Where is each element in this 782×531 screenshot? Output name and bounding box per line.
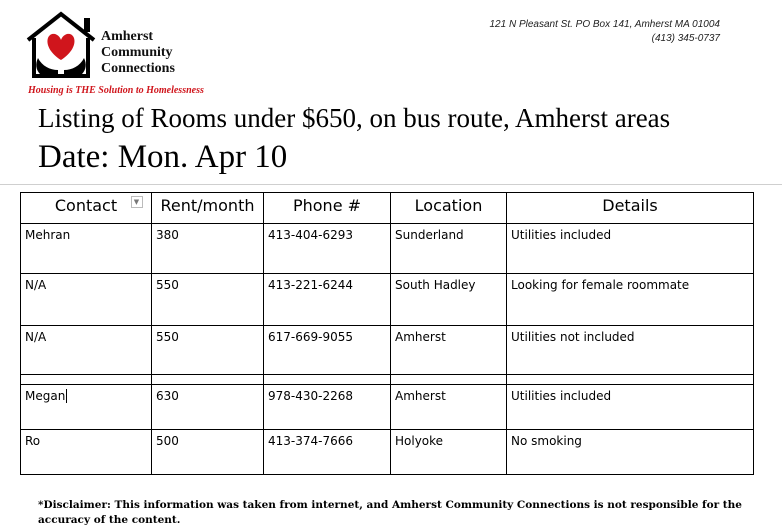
- cell-rent[interactable]: 630: [152, 385, 264, 430]
- table-row: [21, 385, 754, 430]
- header-rent[interactable]: Rent/month: [152, 193, 264, 224]
- header-contact[interactable]: Contact: [21, 193, 152, 224]
- dropdown-arrow-icon[interactable]: ▼: [131, 196, 143, 208]
- house-heart-hands-icon: [22, 10, 100, 84]
- header-phone[interactable]: Phone #: [264, 193, 391, 224]
- table-row: [21, 274, 754, 326]
- cell-rent[interactable]: 550: [152, 274, 264, 326]
- cell-location[interactable]: Amherst: [391, 385, 507, 430]
- cell-rent[interactable]: 500: [152, 430, 264, 475]
- disclaimer-text: *Disclaimer: This information was taken from internet, and Amherst Community Connections is not responsible for the accuracy of the content.: [38, 499, 742, 526]
- cell-details[interactable]: Utilities included: [507, 385, 754, 430]
- cell-phone[interactable]: 978-430-2268: [264, 385, 391, 430]
- cell-empty[interactable]: [152, 375, 264, 385]
- org-name-line: Connections: [101, 61, 175, 76]
- address-line: 121 N Pleasant St. PO Box 141, Amherst MA 01004: [489, 19, 720, 30]
- listing-table: [20, 192, 754, 475]
- header-location[interactable]: Location: [391, 193, 507, 224]
- cell-location[interactable]: Sunderland: [391, 224, 507, 274]
- table-row: [21, 326, 754, 375]
- cell-contact[interactable]: Ro: [21, 430, 152, 475]
- document-date: Date: Mon. Apr 10: [38, 139, 288, 175]
- table-row: [21, 430, 754, 475]
- cell-details[interactable]: No smoking: [507, 430, 754, 475]
- cell-contact[interactable]: Mehran: [21, 224, 152, 274]
- org-tagline: Housing is THE Solution to Homelessness: [28, 85, 204, 96]
- cell-details[interactable]: Looking for female roommate: [507, 274, 754, 326]
- text-cursor: [66, 389, 67, 403]
- header-details[interactable]: Details: [507, 193, 754, 224]
- org-logo: [20, 10, 235, 98]
- cell-empty[interactable]: [264, 375, 391, 385]
- cell-empty[interactable]: [21, 375, 152, 385]
- cell-empty[interactable]: [507, 375, 754, 385]
- org-name-line: Community: [101, 45, 173, 60]
- document-title: Listing of Rooms under $650, on bus route, Amherst areas: [38, 103, 671, 133]
- contact-edit-field[interactable]: [25, 389, 67, 403]
- cell-contact[interactable]: N/A: [21, 326, 152, 375]
- cell-details[interactable]: Utilities included: [507, 224, 754, 274]
- cell-location[interactable]: Amherst: [391, 326, 507, 375]
- phone-line: (413) 345-0737: [651, 33, 720, 44]
- page-divider: [0, 184, 782, 185]
- table-row: [21, 224, 754, 274]
- cell-location[interactable]: Holyoke: [391, 430, 507, 475]
- cell-contact[interactable]: N/A: [21, 274, 152, 326]
- cell-details[interactable]: Utilities not included: [507, 326, 754, 375]
- org-name-line: Amherst: [101, 29, 154, 44]
- cell-rent[interactable]: 550: [152, 326, 264, 375]
- cell-contact-text: Megan: [25, 389, 66, 403]
- cell-phone[interactable]: 413-221-6244: [264, 274, 391, 326]
- org-name: [101, 29, 175, 77]
- cell-phone[interactable]: 413-374-7666: [264, 430, 391, 475]
- cell-phone[interactable]: 617-669-9055: [264, 326, 391, 375]
- cell-empty[interactable]: [391, 375, 507, 385]
- cell-rent[interactable]: 380: [152, 224, 264, 274]
- table-row-empty: [21, 375, 754, 385]
- cell-location[interactable]: South Hadley: [391, 274, 507, 326]
- cell-phone[interactable]: 413-404-6293: [264, 224, 391, 274]
- org-address: [490, 18, 721, 46]
